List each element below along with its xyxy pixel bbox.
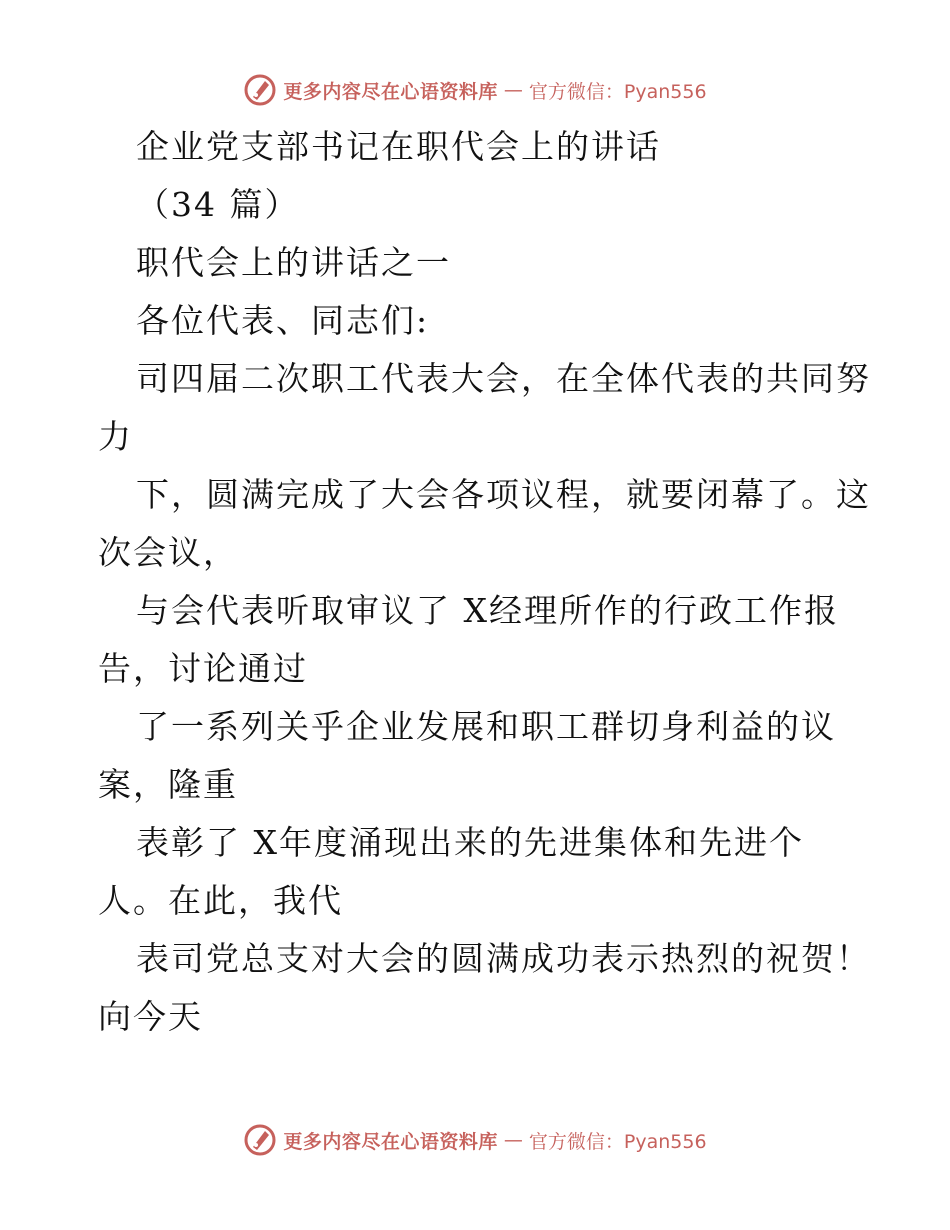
banner-wechat: 官方微信：Pyan556 [528,1130,707,1153]
document-line: 向今天 [98,997,203,1036]
document-line: 职代会上的讲话之一 [136,243,451,282]
pen-nib-logo-icon [243,1123,277,1157]
footer-banner [0,1120,950,1160]
document-line: 企业党支部书记在职代会上的讲话 [136,127,661,166]
document-line: 了一系列关乎企业发展和职工群切身利益的议 [136,707,836,746]
document-body [98,118,871,1046]
document-line: 力 [98,417,133,456]
banner-separator: — [503,1129,523,1151]
pen-nib-logo-icon [243,73,277,107]
banner-text: 更多内容尽在心语资料库 [283,80,498,103]
document-line: 表司党总支对大会的圆满成功表示热烈的祝贺！ [136,939,871,978]
document-line: 告，讨论通过 [98,649,308,688]
document-line: 与会代表听取审议了 X经理所作的行政工作报 [136,591,839,630]
document-line: 下，圆满完成了大会各项议程，就要闭幕了。这 [136,475,871,514]
banner-separator: — [503,79,523,101]
document-line: 次会议， [98,533,238,572]
document-line: （34 篇） [136,185,300,224]
banner-text: 更多内容尽在心语资料库 [283,1130,498,1153]
header-banner [0,70,950,110]
document-line: 各位代表、同志们: [136,301,430,340]
document-line: 表彰了 X年度涌现出来的先进集体和先进个 [136,823,804,862]
document-line: 司四届二次职工代表大会，在全体代表的共同努 [136,359,871,398]
banner-wechat: 官方微信：Pyan556 [528,80,707,103]
document-line: 案，隆重 [98,765,238,804]
document-line: 人。在此，我代 [98,881,343,920]
